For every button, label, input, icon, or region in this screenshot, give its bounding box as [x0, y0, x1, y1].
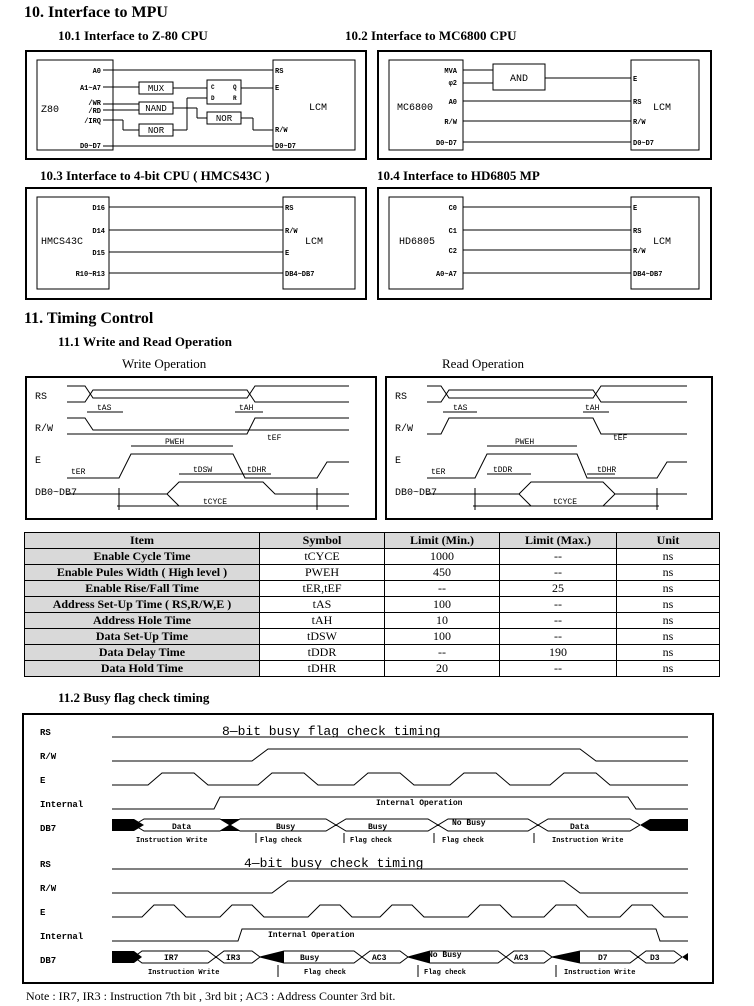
z80-lcm-pin-d0-d7: D0~D7	[275, 143, 297, 151]
row-item: Enable Pules Width ( High level )	[25, 565, 260, 581]
hd6805-lcm-label: LCM	[653, 237, 672, 248]
row-max: --	[500, 565, 617, 581]
row-symbol: tAH	[260, 613, 385, 629]
mc6800-pin-a0: A0	[448, 99, 457, 107]
row-item: Data Set-Up Time	[25, 629, 260, 645]
busy-8bit-foot-flag-check-3: Flag check	[442, 837, 485, 845]
nor-gate-label-1: NOR	[147, 126, 165, 136]
z80-pin-rd: /RD	[88, 108, 101, 116]
busy-4bit-db7-d3: D3	[650, 954, 660, 963]
row-unit: ns	[617, 549, 720, 565]
row-item: Data Delay Time	[25, 645, 260, 661]
z80-pin-a0: A0	[92, 68, 101, 76]
nor-gate-label-2: NOR	[215, 114, 233, 124]
hmcs43c-pin-d14: D14	[92, 228, 105, 236]
write-label-ter: tER	[71, 468, 86, 477]
row-item: Enable Cycle Time	[25, 549, 260, 565]
row-unit: ns	[617, 629, 720, 645]
row-max: 25	[500, 581, 617, 597]
header-min: Limit (Min.)	[385, 533, 500, 549]
row-unit: ns	[617, 581, 720, 597]
busy-4bit-db7-ac3-1: AC3	[372, 954, 387, 963]
row-unit: ns	[617, 661, 720, 677]
subsection-10-3-title: 10.3 Interface to 4-bit CPU ( HMCS43C )	[40, 168, 270, 183]
busy-4bit-foot-instruction-write-1: Instruction Write	[148, 969, 220, 977]
write-signal-e: E	[35, 456, 42, 467]
write-label-pweh: PWEH	[165, 438, 185, 447]
busy-8bit-signal-db7: DB7	[40, 824, 57, 834]
read-label-tas: tAS	[453, 404, 468, 413]
hmcs43c-pin-d15: D15	[92, 250, 105, 258]
busy-4bit-signal-internal: Internal	[40, 932, 84, 942]
row-symbol: tDHR	[260, 661, 385, 677]
busy-8bit-foot-flag-check-2: Flag check	[350, 837, 393, 845]
subsection-11-1-title: 11.1 Write and Read Operation	[58, 334, 232, 349]
z80-lcm-label: LCM	[309, 103, 328, 114]
hd6805-lcm-pin-db4-db7: DB4~DB7	[633, 271, 663, 279]
busy-4bit-signal-db7: DB7	[40, 956, 57, 966]
row-max: --	[500, 661, 617, 677]
table-row	[25, 597, 720, 613]
mc6800-lcm-pin-rw: R/W	[633, 119, 646, 127]
subsection-10-4-title: 10.4 Interface to HD6805 MP	[377, 168, 540, 183]
read-label-pweh: PWEH	[515, 438, 535, 447]
mc6800-cpu-label: MC6800	[397, 103, 434, 114]
z80-pin-irq: /IRQ	[84, 118, 101, 126]
hmcs43c-lcm-pin-db4-db7: DB4~DB7	[285, 271, 315, 279]
table-row	[25, 613, 720, 629]
busy-8bit-db7-busy-2: Busy	[368, 823, 388, 832]
read-signal-db: DB0~DB7	[395, 488, 438, 499]
nand-gate-label: NAND	[145, 104, 167, 114]
header-unit: Unit	[617, 533, 720, 549]
mc6800-pin-rw: R/W	[444, 119, 457, 127]
busy-4bit-internal-operation: Internal Operation	[268, 931, 355, 940]
busy-4bit-signal-rw: R/W	[40, 884, 57, 894]
busy-4bit-foot-flag-check-1: Flag check	[304, 969, 347, 977]
table-row	[25, 661, 720, 677]
hd6805-pin-c1: C1	[448, 228, 457, 236]
mc6800-lcm-pin-e: E	[633, 76, 638, 84]
busy-8bit-signal-internal: Internal	[40, 800, 84, 810]
hmcs43c-lcm-pin-e: E	[285, 250, 290, 258]
row-unit: ns	[617, 613, 720, 629]
and-gate-label: AND	[509, 74, 529, 85]
row-max: --	[500, 549, 617, 565]
hd6805-lcm-pin-e: E	[633, 205, 638, 213]
row-symbol: tCYCE	[260, 549, 385, 565]
row-unit: ns	[617, 565, 720, 581]
hmcs43c-lcm-pin-rs: RS	[285, 205, 294, 213]
row-min: 100	[385, 629, 500, 645]
row-min: 450	[385, 565, 500, 581]
hd6805-interface-diagram	[377, 187, 712, 300]
busy-4bit-foot-instruction-write-2: Instruction Write	[564, 969, 636, 977]
busy-4bit-signal-rs: RS	[40, 860, 51, 870]
busy-flag-timing-diagram	[22, 713, 714, 984]
mc6800-interface-diagram	[377, 50, 712, 160]
busy-8bit-db7-busy-1: Busy	[276, 823, 296, 832]
busy-8bit-db7-data-1: Data	[172, 823, 192, 832]
read-label-tcyce: tCYCE	[553, 498, 578, 507]
row-min: --	[385, 645, 500, 661]
subsection-10-2-title: 10.2 Interface to MC6800 CPU	[345, 28, 517, 43]
table-row	[25, 645, 720, 661]
row-unit: ns	[617, 597, 720, 613]
read-label-tef: tEF	[613, 434, 628, 443]
read-signal-rs: RS	[395, 392, 408, 403]
row-symbol: tAS	[260, 597, 385, 613]
read-label-tah: tAH	[585, 404, 600, 413]
z80-lcm-pin-rw: R/W	[275, 127, 288, 135]
row-symbol: PWEH	[260, 565, 385, 581]
row-min: 100	[385, 597, 500, 613]
busy-8bit-db7-data-2: Data	[570, 823, 590, 832]
subsection-10-1-title: 10.1 Interface to Z-80 CPU	[58, 28, 208, 43]
mc6800-lcm-pin-rs: RS	[633, 99, 642, 107]
hd6805-pin-c2: C2	[448, 248, 457, 256]
write-signal-db: DB0~DB7	[35, 488, 78, 499]
header-max: Limit (Max.)	[500, 533, 617, 549]
row-min: 1000	[385, 549, 500, 565]
read-timing-diagram	[385, 376, 713, 520]
table-row	[25, 565, 720, 581]
write-label-tdhr: tDHR	[247, 466, 267, 475]
row-symbol: tER,tEF	[260, 581, 385, 597]
table-header-row	[25, 533, 720, 549]
row-item: Address Hole Time	[25, 613, 260, 629]
ff-q-label: Q	[233, 84, 237, 91]
table-row	[25, 629, 720, 645]
busy-4bit-signal-e: E	[40, 908, 46, 918]
read-signal-e: E	[395, 456, 402, 467]
write-label-tas: tAS	[97, 404, 112, 413]
row-item: Data Hold Time	[25, 661, 260, 677]
busy-8bit-signal-rs: RS	[40, 728, 51, 738]
ff-c-label: C	[211, 84, 215, 91]
row-max: --	[500, 597, 617, 613]
write-label-tcyce: tCYCE	[203, 498, 228, 507]
z80-pin-wr: /WR	[88, 100, 101, 108]
section-11-title: 11. Timing Control	[24, 310, 154, 327]
busy-8bit-title: 8—bit busy flag check timing	[222, 724, 441, 739]
z80-pin-d0-d7: D0~D7	[79, 143, 101, 151]
timing-spec-table	[24, 532, 720, 677]
row-symbol: tDDR	[260, 645, 385, 661]
hmcs43c-pin-r10-r13: R10~R13	[75, 271, 105, 279]
busy-8bit-signal-e: E	[40, 776, 46, 786]
read-signal-rw: R/W	[395, 424, 414, 435]
busy-4bit-db7-ac3-2: AC3	[514, 954, 529, 963]
mc6800-pin-d0-d7: D0~D7	[435, 140, 457, 148]
hd6805-pin-a0-a7: A0~A7	[435, 271, 457, 279]
row-item: Enable Rise/Fall Time	[25, 581, 260, 597]
hd6805-cpu-label: HD6805	[399, 237, 436, 248]
row-max: --	[500, 613, 617, 629]
busy-4bit-db7-no-busy: No Busy	[428, 951, 462, 960]
row-unit: ns	[617, 645, 720, 661]
mc6800-lcm-label: LCM	[653, 103, 672, 114]
busy-4bit-db7-ir3: IR3	[226, 954, 241, 963]
ff-r-label: R	[233, 95, 237, 102]
write-label-tdsw: tDSW	[193, 466, 213, 475]
hd6805-lcm-pin-rw: R/W	[633, 248, 646, 256]
busy-4bit-db7-d7: D7	[598, 954, 608, 963]
mc6800-pin-mva: MVA	[444, 68, 457, 76]
z80-interface-diagram	[25, 50, 367, 160]
hmcs43c-cpu-label: HMCS43C	[41, 237, 84, 248]
hd6805-lcm-pin-rs: RS	[633, 228, 642, 236]
mc6800-pin-phi2: φ2	[448, 80, 457, 88]
busy-8bit-foot-instruction-write-2: Instruction Write	[552, 837, 624, 845]
busy-4bit-db7-ir7: IR7	[164, 954, 179, 963]
busy-4bit-db7-busy: Busy	[300, 954, 320, 963]
hmcs43c-pin-d16: D16	[92, 205, 105, 213]
write-signal-rs: RS	[35, 392, 48, 403]
busy-4bit-foot-flag-check-2: Flag check	[424, 969, 467, 977]
busy-8bit-foot-flag-check-1: Flag check	[260, 837, 303, 845]
hmcs43c-lcm-label: LCM	[305, 237, 324, 248]
busy-8bit-db7-no-busy: No Busy	[452, 819, 486, 828]
row-max: 190	[500, 645, 617, 661]
hmcs43c-interface-diagram	[25, 187, 367, 300]
z80-pin-a1-a7: A1~A7	[79, 85, 101, 93]
table-row	[25, 549, 720, 565]
ff-d-label: D	[211, 95, 215, 102]
row-max: --	[500, 629, 617, 645]
footnote: Note : IR7, IR3 : Instruction 7th bit , 3rd bit ; AC3 : Address Counter 3rd bit.	[26, 989, 396, 1003]
row-min: 20	[385, 661, 500, 677]
z80-lcm-pin-rs: RS	[275, 68, 284, 76]
subsection-11-2-title: 11.2 Busy flag check timing	[58, 690, 210, 705]
read-operation-caption: Read Operation	[442, 356, 524, 371]
mux-gate-label: MUX	[147, 84, 165, 94]
z80-cpu-label: Z80	[41, 105, 60, 116]
row-min: 10	[385, 613, 500, 629]
section-10-title: 10. Interface to MPU	[24, 4, 168, 21]
hmcs43c-lcm-pin-rw: R/W	[285, 228, 298, 236]
busy-8bit-internal-operation: Internal Operation	[376, 799, 463, 808]
table-row	[25, 581, 720, 597]
header-symbol: Symbol	[260, 533, 385, 549]
mc6800-lcm-pin-d0-d7: D0~D7	[633, 140, 655, 148]
busy-8bit-signal-rw: R/W	[40, 752, 57, 762]
busy-8bit-foot-instruction-write-1: Instruction Write	[136, 837, 208, 845]
read-label-ter: tER	[431, 468, 446, 477]
row-item: Address Set-Up Time ( RS,R/W,E )	[25, 597, 260, 613]
busy-4bit-title: 4—bit busy check timing	[244, 856, 424, 871]
hd6805-pin-c0: C0	[448, 205, 457, 213]
row-symbol: tDSW	[260, 629, 385, 645]
write-timing-diagram	[25, 376, 377, 520]
write-label-tah: tAH	[239, 404, 254, 413]
header-item: Item	[25, 533, 260, 549]
z80-lcm-pin-e: E	[275, 85, 280, 93]
read-label-tdhr: tDHR	[597, 466, 617, 475]
write-label-tef: tEF	[267, 434, 282, 443]
write-operation-caption: Write Operation	[122, 356, 207, 371]
write-signal-rw: R/W	[35, 424, 54, 435]
read-label-tddr: tDDR	[493, 466, 513, 475]
row-min: --	[385, 581, 500, 597]
